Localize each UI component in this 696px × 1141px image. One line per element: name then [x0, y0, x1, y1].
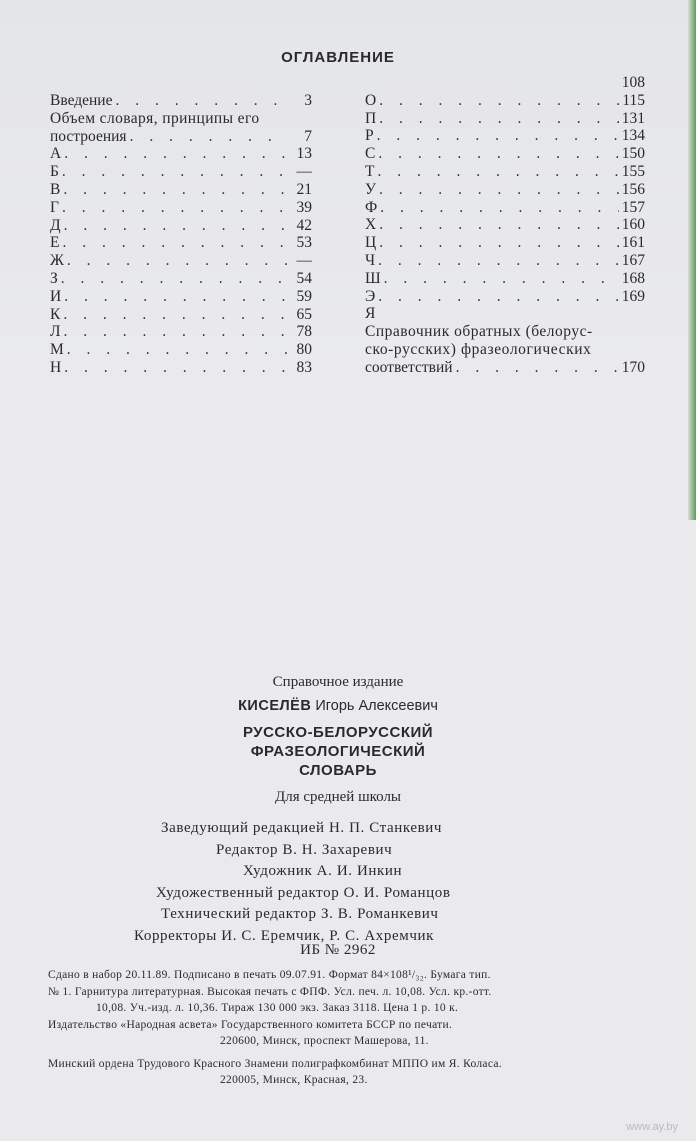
toc-leader-dots [379, 181, 619, 199]
toc-leader-dots [64, 323, 287, 341]
toc-appendix-line [365, 341, 645, 359]
printer-line: Минский ордена Трудового Красного Знамени полиграфкомбинат МППО им Я. Коласа. [48, 1057, 502, 1070]
toc-entry-page: 42 [296, 216, 312, 234]
toc-entry [50, 145, 312, 163]
toc-entry [50, 323, 312, 341]
toc-entry [50, 288, 312, 306]
toc-entry-label: Б [50, 163, 59, 181]
toc-entry-label: Н [50, 358, 62, 376]
toc-leader-dots [456, 359, 619, 377]
toc-appendix-line [365, 323, 645, 341]
toc-entry-label: Объем словаря, принципы его [50, 109, 260, 127]
toc-entry [50, 270, 312, 288]
toc-entry [365, 199, 645, 217]
toc-entry-page: 169 [621, 287, 645, 305]
toc-entry-label: Э [365, 287, 376, 305]
toc-leader-dots [63, 181, 287, 199]
toc-entry-page: 167 [621, 251, 645, 269]
toc-leader-dots [379, 234, 619, 252]
toc-entry-label: Т [365, 162, 375, 180]
toc-leader-dots [67, 252, 287, 270]
toc-entry [365, 270, 645, 288]
toc-entry-page: 131 [621, 109, 645, 127]
toc-entry [50, 163, 312, 181]
toc-entry-page: 65 [296, 305, 312, 323]
staff-line: Художественный редактор О. И. Романцов [156, 884, 451, 901]
toc-entry [365, 181, 645, 199]
toc-entry-page: — [296, 163, 312, 181]
staff-list [0, 818, 696, 947]
staff-line: Технический редактор З. В. Романкевич [161, 906, 439, 922]
author-line [0, 698, 676, 714]
details-line: 10,08. Уч.-изд. л. 10,36. Тираж 130 000 экз. Заказ 3118. Цена 1 р. 10 к. [96, 1002, 459, 1014]
toc-entry-label: Р [365, 127, 374, 145]
audience-line: Для средней школы [274, 789, 402, 805]
toc-entry-label: Л [50, 323, 61, 341]
toc-entry-label: Г [50, 198, 59, 216]
toc-leader-dots [377, 163, 618, 181]
print-details [48, 967, 648, 1089]
edition-type: Справочное издание [272, 674, 404, 690]
toc-leader-dots [115, 92, 287, 110]
toc-leader-dots [377, 127, 619, 145]
toc-leader-dots [67, 341, 287, 359]
toc-leader-dots [380, 199, 619, 217]
toc-leader-dots [61, 270, 287, 288]
toc-entry-label: М [50, 341, 64, 359]
toc-appendix-text: Справочник обратных (белорус- [365, 323, 593, 341]
toc-entry-page: 160 [621, 216, 645, 234]
toc-entry-label: Х [365, 216, 377, 234]
toc-entry [365, 288, 645, 306]
toc-leader-dots [378, 288, 619, 306]
book-title [0, 723, 676, 780]
toc-entry-label: Ч [365, 251, 376, 269]
toc-entry [365, 110, 645, 128]
toc-entry-label: К [50, 305, 61, 323]
toc-entry-page: 115 [622, 91, 645, 109]
toc-entry [50, 92, 312, 110]
toc-entry-label: О [365, 91, 377, 109]
toc-entry [365, 163, 645, 181]
toc-entry [50, 359, 312, 377]
toc-entry-page: 156 [621, 180, 645, 198]
staff-line: Заведующий редакцией Н. П. Станкевич [161, 820, 443, 836]
toc-entry [50, 306, 312, 324]
toc-leader-dots [63, 306, 287, 324]
toc-entry [50, 252, 312, 270]
cover-edge [688, 0, 696, 520]
toc-entry-page: 3 [304, 92, 312, 109]
toc-leader-dots [379, 216, 619, 234]
ib-number: ИБ № 2962 [300, 942, 376, 958]
toc-entry [365, 252, 645, 270]
toc-entry-label: Ц [365, 234, 377, 252]
author-names: Игорь Алексеевич [315, 698, 438, 714]
toc-entry-label: Я [365, 305, 376, 323]
toc-leader-dots [62, 199, 287, 217]
toc-entry [50, 217, 312, 235]
toc-entry-page: 157 [621, 198, 645, 216]
toc-entry [50, 341, 312, 359]
toc-entry [50, 234, 312, 252]
toc-leader-dots [64, 145, 287, 163]
toc-entry [50, 199, 312, 217]
toc-leader-dots [64, 217, 287, 235]
publisher-line: 220600, Минск, проспект Машерова, 11. [220, 1035, 429, 1047]
toc-left-column [50, 92, 312, 377]
toc-leader-dots [64, 288, 287, 306]
toc-entry-page: 108 [621, 74, 645, 91]
details-line: Сдано в набор 20.11.89. Подписано в печать 09.07.91. Формат 84×108¹/₃₂. Бумага тип. [48, 969, 491, 981]
book-title-line: РУССКО-БЕЛОРУССКИЙ [242, 724, 434, 741]
toc-entry-label: В [50, 180, 61, 198]
toc-entry-page: 13 [296, 145, 312, 163]
toc-entry [365, 305, 645, 323]
toc-title: ОГЛАВЛЕНИЕ [281, 49, 395, 66]
toc-entry-page: — [296, 252, 312, 270]
toc-entry-label: С [365, 145, 376, 163]
toc-entry-label: построения [50, 127, 127, 145]
toc-leader-dots [378, 145, 618, 163]
toc-entry [365, 92, 645, 110]
printer-line: 220005, Минск, Красная, 23. [220, 1074, 368, 1086]
staff-line: Художник А. И. Инкин [243, 863, 403, 879]
toc-entry [50, 128, 312, 146]
toc-leader-dots [62, 163, 287, 181]
toc-entry-label: Е [50, 234, 60, 252]
toc-leader-dots [384, 270, 619, 288]
toc-entry-page: 83 [296, 358, 312, 376]
toc-entry [365, 234, 645, 252]
toc-right-column [365, 74, 645, 377]
toc-entry-page: 54 [296, 269, 312, 287]
staff-line: Редактор В. Н. Захаревич [216, 841, 393, 858]
toc-entry-label: Введение [50, 92, 113, 109]
toc-entry-page: 53 [296, 234, 312, 252]
toc-entry-page: 134 [621, 127, 645, 145]
toc-leader-dots [62, 234, 287, 252]
book-title-line: СЛОВАРЬ [299, 762, 377, 779]
toc-entry-page: 78 [296, 323, 312, 341]
author-surname: КИСЕЛЁВ [238, 698, 312, 714]
toc-entry-label: Ш [365, 269, 381, 287]
toc-entry-page: 150 [621, 145, 645, 163]
toc-leader-dots [130, 128, 287, 146]
toc-entry-page: 170 [621, 358, 645, 376]
toc-entry-page: 7 [304, 127, 312, 145]
book-title-line: ФРАЗЕОЛОГИЧЕСКИЙ [250, 743, 426, 760]
toc-entry-label: А [50, 145, 62, 163]
toc-entry-page: 39 [296, 198, 312, 216]
toc-entry-label: З [50, 269, 58, 287]
toc-entry-page: 155 [621, 162, 645, 180]
toc-entry-label: У [365, 180, 376, 198]
toc-leader-dots [379, 92, 619, 110]
toc-entry-page: 21 [296, 180, 312, 198]
toc-entry-page: 168 [621, 269, 645, 287]
toc-leader-dots [378, 252, 619, 270]
toc-entry-label: П [365, 109, 377, 127]
toc-entry [365, 145, 645, 163]
publisher-line: Издательство «Народная асвета» Государственного комитета БССР по печати. [48, 1018, 453, 1031]
toc-entry-label: Ф [365, 198, 378, 216]
toc-leader-dots [64, 359, 287, 377]
toc-entry-page: 59 [296, 287, 312, 305]
toc-entry [50, 181, 312, 199]
toc-leader-dots [379, 110, 619, 128]
toc-entry-page: 80 [296, 341, 312, 359]
toc-entry-label: Д [50, 216, 61, 234]
toc-entry-page: 161 [621, 234, 645, 252]
toc-entry [365, 216, 645, 234]
toc-entry-label: Ж [50, 252, 64, 270]
toc-entry-label: И [50, 287, 62, 305]
toc-appendix-text: ско-русских) фразеологических [365, 340, 592, 358]
toc-entry [365, 127, 645, 145]
toc-appendix-text: соответствий [365, 358, 453, 376]
toc-entry [50, 110, 312, 128]
staff-line: Корректоры И. С. Еремчик, Р. С. Ахремчик [134, 927, 435, 944]
toc-entry [365, 359, 645, 377]
details-line: № 1. Гарнитура литературная. Высокая печать с ФПФ. Усл. печ. л. 10,08. Усл. кр.-отт. [48, 985, 492, 998]
toc-entry [365, 74, 645, 92]
site-watermark: www.ay.by [626, 1121, 678, 1133]
